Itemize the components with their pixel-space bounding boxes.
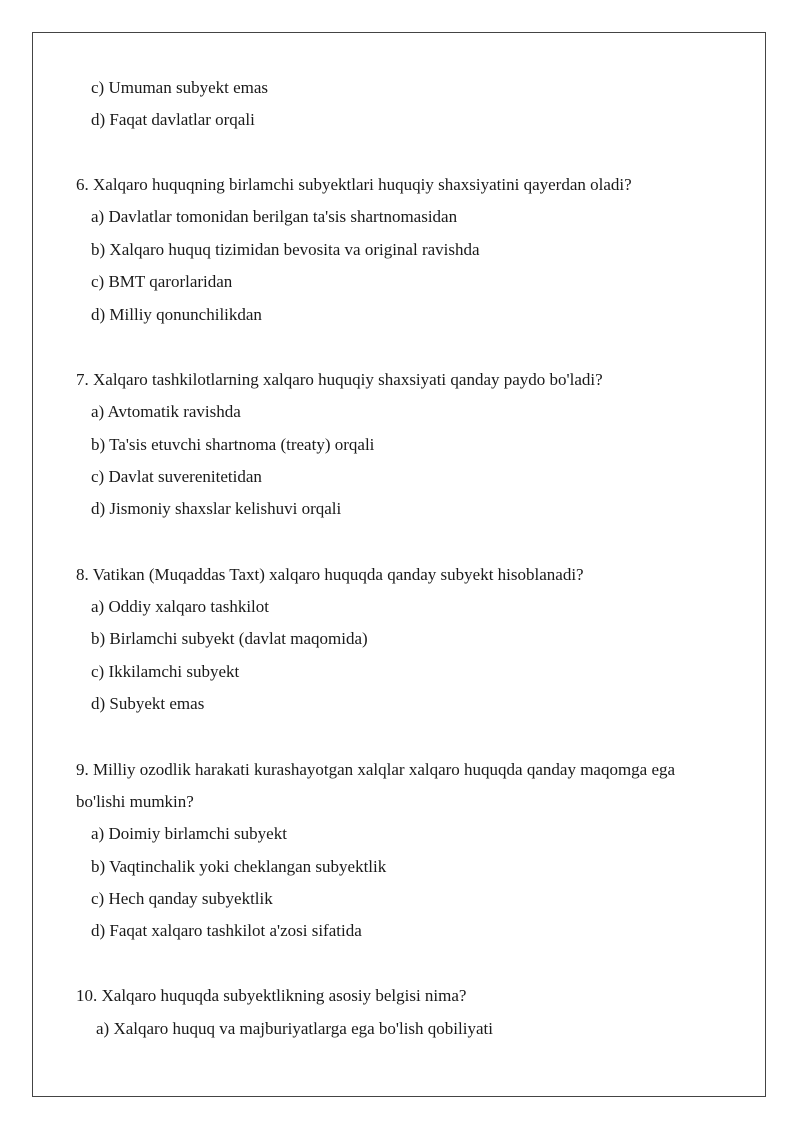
option-9a: a) Doimiy birlamchi subyekt xyxy=(91,824,287,843)
option-6a: a) Davlatlar tomonidan berilgan ta'sis shartnomasidan xyxy=(91,207,458,226)
option-9c: c) Hech qanday subyektlik xyxy=(91,889,273,908)
option-5c: c) Umuman subyekt emas xyxy=(91,78,269,97)
option-8a: a) Oddiy xalqaro tashkilot xyxy=(91,597,269,616)
option-8c: c) Ikkilamchi subyekt xyxy=(91,662,240,681)
question-9-line-1: 9. Milliy ozodlik harakati kurashayotgan xalqlar xalqaro huquqda qanday maqomga ega xyxy=(76,760,676,779)
option-7b: b) Ta'sis etuvchi shartnoma (treaty) orqali xyxy=(91,435,375,454)
option-8d: d) Subyekt emas xyxy=(91,694,205,713)
question-8: 8. Vatikan (Muqaddas Taxt) xalqaro huquqda qanday subyekt hisoblanadi? xyxy=(76,565,584,584)
option-8b: b) Birlamchi subyekt (davlat maqomida) xyxy=(91,629,368,648)
option-7c: c) Davlat suverenitetidan xyxy=(91,467,262,486)
option-6d: d) Milliy qonunchilikdan xyxy=(91,305,262,324)
option-6c: c) BMT qarorlaridan xyxy=(91,272,233,291)
option-7a: a) Avtomatik ravishda xyxy=(91,402,241,421)
option-9d: d) Faqat xalqaro tashkilot a'zosi sifatida xyxy=(91,921,362,940)
question-10: 10. Xalqaro huquqda subyektlikning asosiy belgisi nima? xyxy=(76,986,467,1005)
option-7d: d) Jismoniy shaxslar kelishuvi orqali xyxy=(91,499,342,518)
option-5d: d) Faqat davlatlar orqali xyxy=(91,110,255,129)
option-9b: b) Vaqtinchalik yoki cheklangan subyektlik xyxy=(91,857,387,876)
question-7: 7. Xalqaro tashkilotlarning xalqaro huquqiy shaxsiyati qanday paydo bo'ladi? xyxy=(76,370,603,389)
question-9-line-2: bo'lishi mumkin? xyxy=(76,792,194,811)
question-6: 6. Xalqaro huquqning birlamchi subyektlari huquqiy shaxsiyatini qayerdan oladi? xyxy=(76,175,632,194)
option-6b: b) Xalqaro huquq tizimidan bevosita va original ravishda xyxy=(91,240,480,259)
option-10a: a) Xalqaro huquq va majburiyatlarga ega bo'lish qobiliyati xyxy=(96,1019,493,1038)
